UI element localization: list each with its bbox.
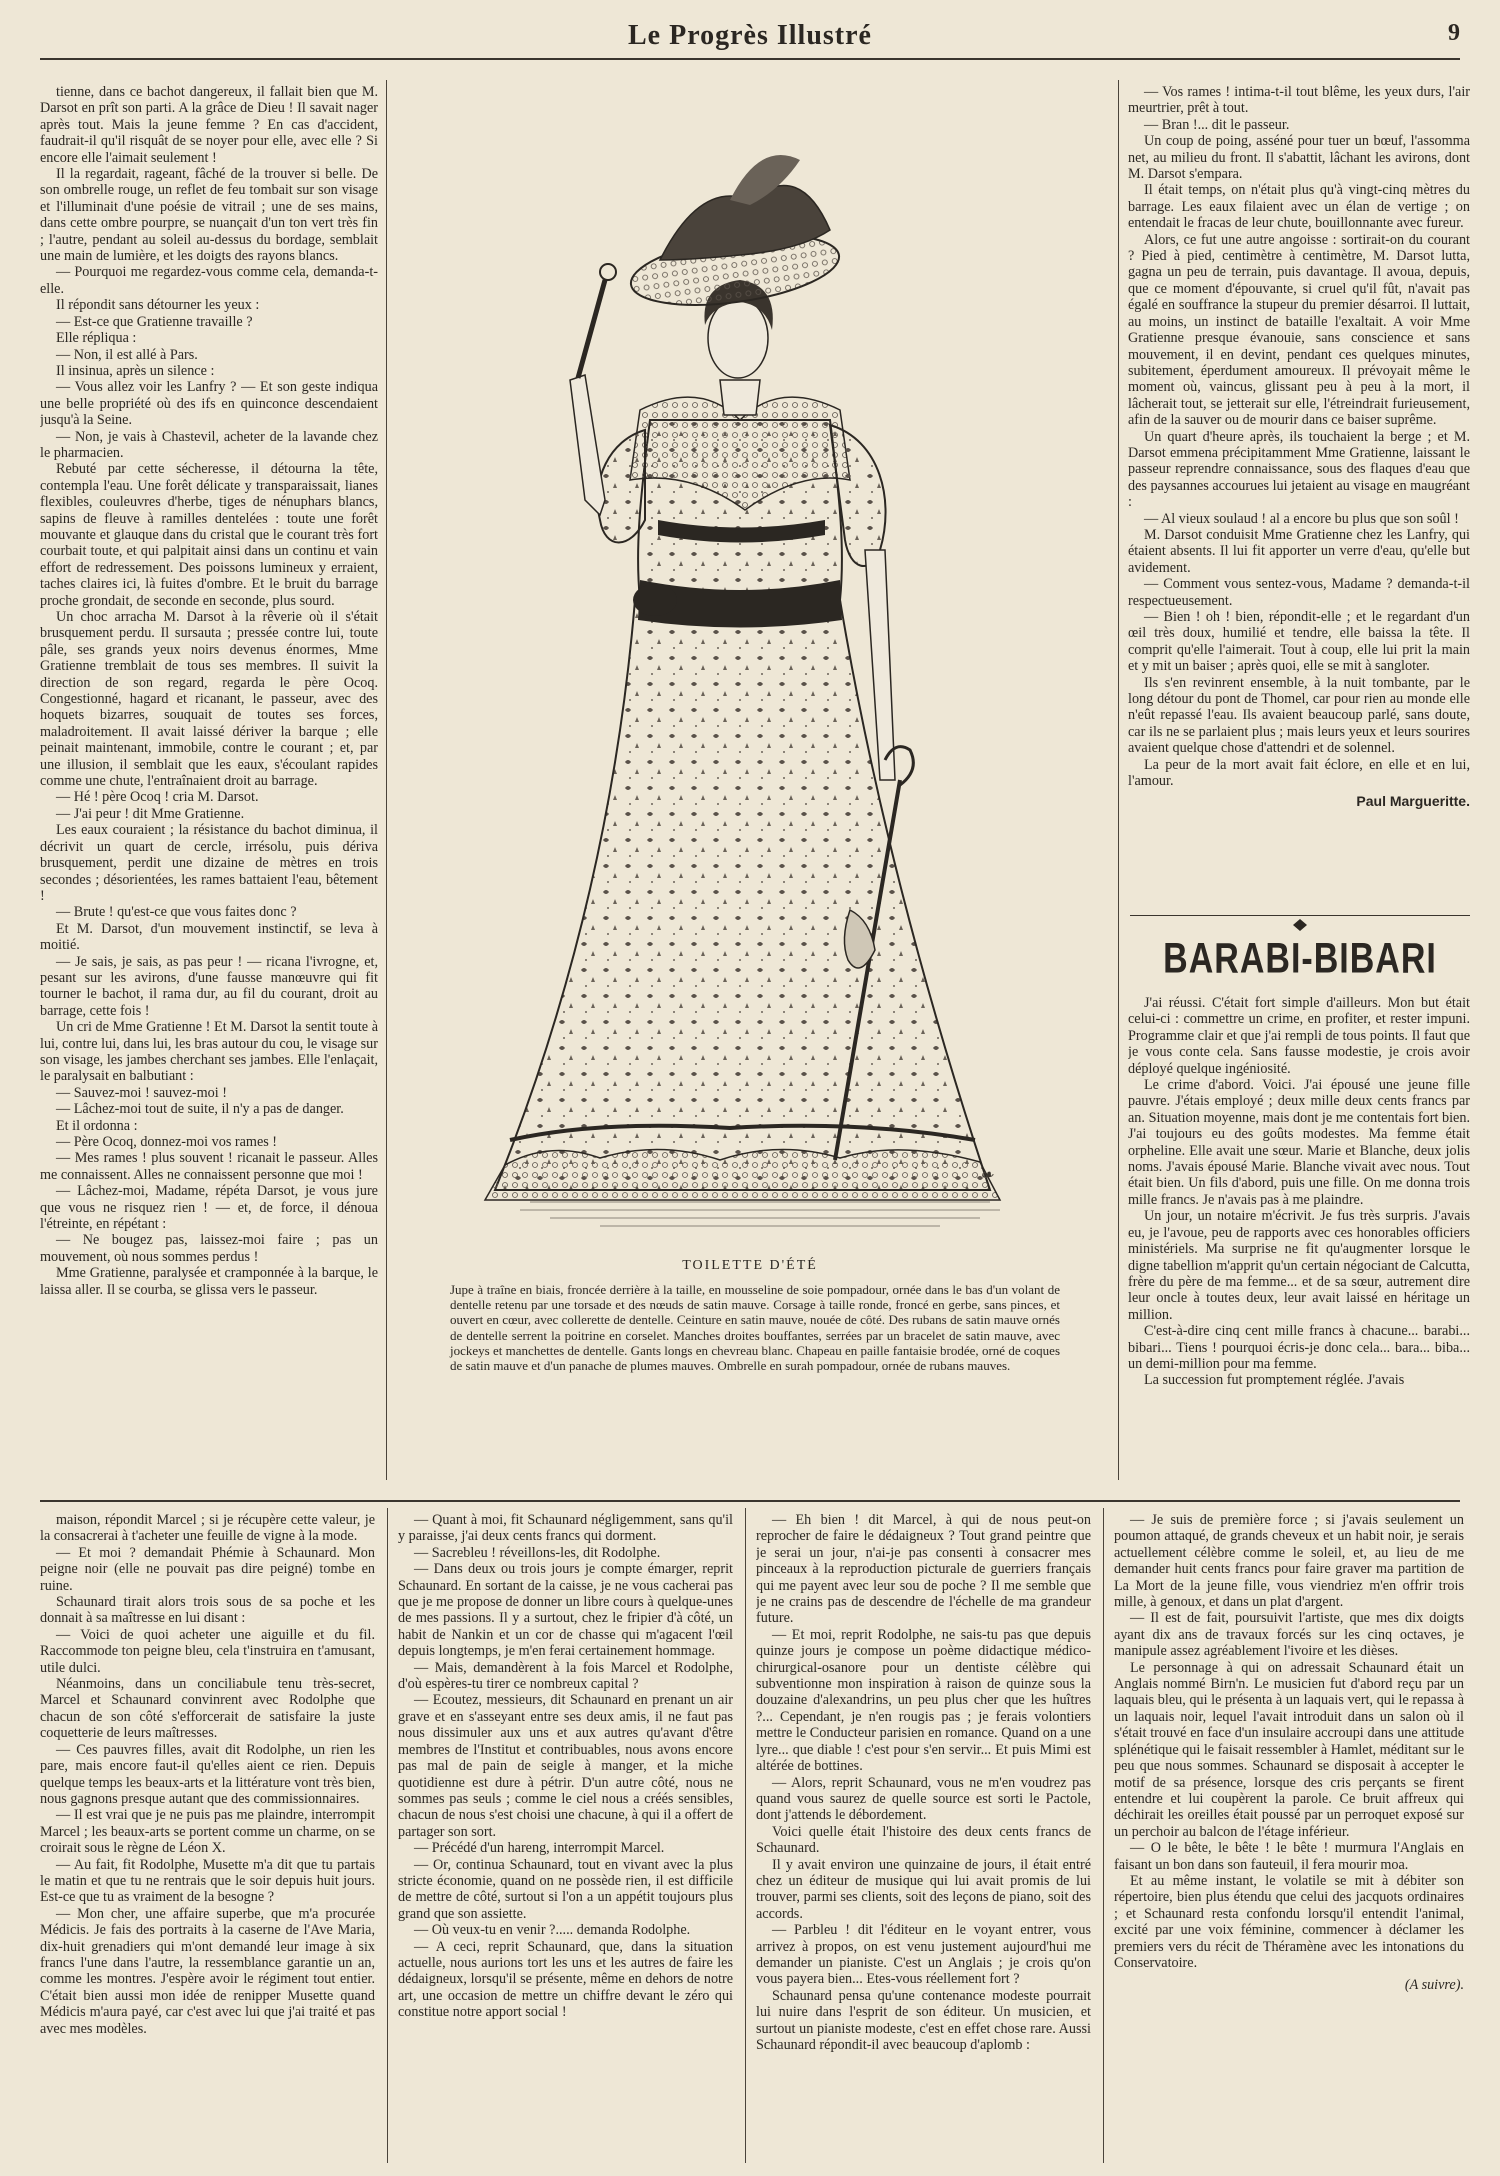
paragraph: — Mais, demandèrent à la fois Marcel et Rodolphe, d'où espères-tu tirer ce nombreux capital ?: [398, 1659, 733, 1693]
paragraph: — Sacrebleu ! réveillons-les, dit Rodolphe.: [414, 1544, 661, 1561]
paragraph: La peur de la mort avait fait éclore, en elle et en lui, l'amour.: [1128, 756, 1470, 790]
paragraph: — Il est de fait, poursuivit l'artiste, que mes dix doigts ayant dix ans de travaux forcés sur les cinq octaves, je manipule assez agréablement l'ivoire et les dièses.: [1114, 1610, 1464, 1660]
paragraph: — Est-ce que Gratienne travaille ?: [56, 313, 253, 330]
paragraph: — Comment vous sentez-vous, Madame ? demanda-t-il respectueusement.: [1128, 576, 1470, 609]
paragraph: Il répondit sans détourner les yeux :: [56, 297, 260, 314]
paragraph: Schaunard pensa qu'une contenance modeste pourrait lui nuire dans l'esprit de son éditeur. Un musicien, et surtout un pianiste modeste, c'est en effet chose rare. Aussi Schaunard répondit-il avec beaucoup d'aplomb :: [756, 1987, 1091, 2053]
paragraph: — Je sais, je sais, as pas peur ! — ricana l'ivrogne, et, pesant sur les avirons, d'une fausse manœuvre qui fit tourner le bachot, il rama dur, au fil du courant, droit au barrage, cette fois !: [40, 953, 378, 1019]
paragraph: — Mon cher, une affaire superbe, que m'a procurée Médicis. Je fais des portraits à la caserne de l'Ave Maria, dix-huit grenadiers qui m'ont demandé leur image à six francs l'une dans l'autre, la ressemblance garantie un an, comme les montres. J'espère avoir le régiment tout entier. C'était bien aussi mon idée de renipper Musette quand Médicis m'aura payé, car c'est avec lui que j'ai traité et pas avec mes modèles.: [40, 1905, 375, 2037]
paragraph: — Sauvez-moi ! sauvez-moi !: [56, 1084, 227, 1101]
paragraph: — Je suis de première force ; si j'avais seulement un poumon attaqué, de grands cheveux et un habit noir, je serais actuellement célèbre comme le soleil, et, au lieu de me demander huit cents francs pour faire graver ma partition de La Mort de la jeune fille, vous viendriez m'en offrir trois mille, à genoux, et dans un plat d'argent.: [1114, 1512, 1464, 1611]
paragraph: — Al vieux soulaud ! al a encore bu plus que son soûl !: [1144, 510, 1459, 527]
paragraph: — O le bête, le bête ! le bête ! murmura l'Anglais en faisant un bon dans son fauteuil, il fera mourir moa.: [1114, 1840, 1464, 1873]
column-rule: [745, 1508, 746, 2163]
paragraph: — Précédé d'un hareng, interrompit Marcel.: [414, 1840, 665, 1857]
caption-text: Jupe à traîne en biais, froncée derrière à la taille, en mousseline de soie pompadour, ornée dans le bas d'un volant de dentelle retenu par une torsade et des nœuds de satin mauve. Corsage à taille ronde, froncé en gerbe, sans pinces, et ouvert en cœur, avec collerette de dentelle. Ceinture en satin mauve, nouée de côté. Des rubans de satin mauve ornés de dentelle serrent la poitrine en corselet. Manches droites bouffantes, serrées par un bracelet de satin mauve, avec jockeys et manchettes de dentelle. Gants longs en chevreau blanc. Chapeau en paille fantaisie brodée, orné de coques de satin mauve et d'un panache de plumes mauves. Ombrelle en surah pompadour, ornée de rubans mauves.: [450, 1282, 1060, 1374]
paragraph: — Quant à moi, fit Schaunard négligemment, sans qu'il y paraisse, j'ai deux cents francs qui dorment.: [398, 1512, 733, 1545]
paragraph: — Dans deux ou trois jours je compte émarger, reprit Schaunard. En sortant de la caisse, je ne vous cacherai pas que je me propose de donner un libre cours à quelque-unes de mes passions. Il y a surtout, chez le fripier d'à côté, un habit de Nankin et un cor de chasse qui m'agacent l'œil depuis longtemps, je m'en ferai certainement hommage.: [398, 1561, 733, 1660]
page-number: 9: [1448, 20, 1460, 46]
paragraph: Ils s'en revinrent ensemble, à la nuit tombante, par le long détour du pont de Thomel, car pour rien au monde elle n'eût repassé l'eau. Ils avaient beaucoup parlé, sans doute, car ils ne se parlaient plus ; mais leurs yeux et leurs sourires avaient quelque chose d'attendri et de solennel.: [1128, 674, 1470, 757]
paragraph: — Père Ocoq, donnez-moi vos rames !: [56, 1134, 278, 1150]
paragraph: J'ai réussi. C'était fort simple d'ailleurs. Mon but était celui-ci : commettre un crime, en profiter, et rester impuni. Programme clair et que j'ai rempli de tous points. Il faut que je vous conte cela. Sans fausse modestie, je crois avoir déployé quelque ingéniosité.: [1128, 995, 1470, 1077]
feuilleton-column-1: [40, 1512, 375, 2162]
page-header: [40, 12, 1460, 60]
article-title: BARABI-BIBARI: [1163, 935, 1437, 983]
paragraph: Néanmoins, dans un conciliabule tenu très-secret, Marcel et Schaunard convinrent avec Rodolphe que chacun de son côté s'efforcerait de satisfaire la juste coquetterie de leurs maîtresses.: [40, 1676, 375, 1742]
paragraph: — Brute ! qu'est-ce que vous faites donc ?: [56, 904, 297, 921]
paragraph: — Ne bougez pas, laissez-moi faire ; pas un mouvement, où nous sommes perdus !: [40, 1232, 378, 1265]
paragraph: La succession fut promptement réglée. J'avais: [1144, 1372, 1405, 1389]
column-right-story: [1128, 84, 1470, 914]
paragraph: — Bran !... dit le passeur.: [1144, 116, 1290, 133]
paragraph: Alors, ce fut une autre angoisse : sortirait-on du courant ? Pied à pied, centimètre à centimètre, M. Darsot lutta, gagna un peu de terrain, puis davantage. Il avoua, depuis, que ce moment d'épouvante, si cruel qu'il fût, n'avait pas égalé en souffrance la stupeur du premier désarroi. Il luttait, au moins, un instinct de bataille l'exaltait. A voir Mme Gratienne presque évanouie, sans conscience et sans mouvement, il en devint, pendant ces quelques minutes, subitement, éperdument amoureux. Il prévoyait même le moment où, vaincus, glissant peu à peu à la mort, il lâcherait tout, se jetterait sur elle, l'étreindrait furieusement, afin de la sauver ou de mourir dans ce baiser suprême.: [1128, 231, 1470, 429]
section-divider: [40, 1500, 1460, 1502]
paragraph: Il était temps, on n'était plus qu'à vingt-cinq mètres du barrage. Les eaux filaient avec un élan de vertige ; on entendait le fracas de leur chute, bouillonnante avec fureur.: [1128, 182, 1470, 232]
paragraph: — Non, je vais à Chastevil, acheter de la lavande chez le pharmacien.: [40, 428, 378, 461]
paragraph: — Hé ! père Ocoq ! cria M. Darsot.: [56, 789, 259, 806]
paragraph: Les eaux couraient ; la résistance du bachot diminua, il décrivit un quart de cercle, irrésolu, puis dériva brusquement, perdit une dizaine de mètres en trois secondes ; désorientées, les rames battaient l'eau, bêtement !: [40, 822, 378, 904]
paragraph: — Or, continua Schaunard, tout en vivant avec la plus stricte économie, quand on ne possède rien, il est difficile de mettre de côté, surtout si l'on a un appétit toujours plus grand que son assiette.: [398, 1856, 733, 1922]
paragraph: Un quart d'heure après, ils touchaient la berge ; et M. Darsot emmena précipitamment Mme Gratienne, laissant le passeur reprendre connaissance, sous des flaques d'eau que des paysannes accourues lui jetaient au visage en maugréant :: [1128, 428, 1470, 511]
paragraph: Un jour, un notaire m'écrivit. Je fus très surpris. J'avais eu, je l'avoue, peu de rapports avec ces honorables officiers ministériels. Ma surprise ne fit qu'augmenter lorsque le digne tabellion m'apprit qu'un certain négociant de Calcutta, frère du père de ma femme... et de sa sœur, autrement dire leur oncle à toutes deux, leur avait laissé en héritage un million.: [1128, 1208, 1470, 1323]
svg-text:❧: ❧: [980, 1167, 994, 1184]
paragraph: tienne, dans ce bachot dangereux, il fallait bien que M. Darsot en prît son parti. A la grâce de Dieu ! Il savait nager après tout. Mais la jeune femme ? En cas d'accident, faudrait-il qu'il risquât de se noyer pour elle, avec elle ? Si encore elle l'aimait seulement !: [40, 84, 378, 166]
paragraph: Elle répliqua :: [56, 330, 137, 347]
caption-title: TOILETTE D'ÉTÉ: [682, 1258, 818, 1273]
paragraph: Et au même instant, le volatile se mit à débiter son répertoire, bien plus étendu que celui des jacquots ordinaires ; et Schaunard resta confondu lorsqu'il entendit l'animal, excité par une voix féminine, commencer à déclamer les premiers vers du récit de Théramène avec les intonations du Conservatoire.: [1114, 1872, 1464, 1971]
paragraph: Un coup de poing, asséné pour tuer un bœuf, l'assomma net, au milieu du front. Il s'abattit, lâchant les avirons, dont M. Darsot s'empara.: [1128, 133, 1470, 183]
paragraph: M. Darsot conduisit Mme Gratienne chez les Lanfry, qui étaient absents. Il lui fit apporter un verre d'eau, qu'elle but avidement.: [1128, 526, 1470, 576]
paragraph: — Lâchez-moi, Madame, répéta Darsot, je vous jure que vous ne risquez rien ! — et, de force, il dénoua l'étreinte, en répétant :: [40, 1183, 378, 1233]
divider: [1130, 915, 1470, 916]
to-be-continued: (A suivre).: [1404, 1977, 1464, 1994]
paragraph: Il insinua, après un silence :: [56, 362, 215, 379]
paragraph: — Lâchez-moi tout de suite, il n'y a pas de danger.: [56, 1101, 344, 1118]
feuilleton-column-4: [1114, 1512, 1464, 2162]
article-barabi: [1128, 995, 1470, 1479]
paragraph: — Vos rames ! intima-t-il tout blême, les yeux durs, l'air meurtrier, prêt à tout.: [1128, 84, 1470, 117]
paragraph: Il la regardait, rageant, fâché de la trouver si belle. De son ombrelle rouge, un reflet de feu tombait sur son visage et l'illuminait d'une poésie de vitrail ; une de ses mains, dans cette ombre pourpre, se nuançait d'un ton vert très fin ; l'autre, pendant au soleil au-dessus du bordage, semblait une main de lumière, et les doigts des rayons blancs.: [40, 166, 378, 265]
woman-in-summer-dress-illustration: [400, 80, 1100, 1255]
paragraph: — Mes rames ! plus souvent ! ricanait le passeur. Alles me connaissent. Alles ne connaissent personne que moi !: [40, 1150, 378, 1183]
paragraph: Mme Gratienne, paralysée et cramponnée à la barque, le laissa aller. Il se courba, se glissa vers le passeur.: [40, 1265, 378, 1298]
paragraph: Et il ordonna :: [56, 1117, 138, 1134]
paragraph: — Pourquoi me regardez-vous comme cela, demanda-t-elle.: [40, 264, 378, 297]
feuilleton-column-3: [756, 1512, 1091, 2162]
paragraph: — Ces pauvres filles, avait dit Rodolphe, un rien les pare, mais encore faut-il qu'elles aient ce rien. Depuis quelque temps les beaux-arts et la littérature vont très bien, nous gagnons presque autant que des commissionnaires.: [40, 1741, 375, 1807]
paragraph: — Où veux-tu en venir ?..... demanda Rodolphe.: [414, 1922, 691, 1939]
paragraph: Un choc arracha M. Darsot à la rêverie où il s'était brusquement perdu. Il sursauta ; pressée contre lui, toute pâle, ses grands yeux noirs devenus énormes, Mme Gratienne tremblait de tous ses membres. Il suivit la direction de son regard, regarda le père Ocoq. Congestionné, hagard et ricanant, le passeur, avec des hoquets bizarres, souquait de toutes ses forces, maladroitement. Il avait laissé dériver la barque ; elle peinait maintenant, immobile, contre le courant ; et, par une illusion, il semblait que les eaux, s'écoulant rapides comme une chute, l'entraînaient droit au barrage.: [40, 609, 378, 790]
paragraph: C'est-à-dire cinq cent mille francs à chacune... barabi... bibari... Tiens ! pourquoi écris-je donc cela... bara... biba... un demi-million pour ma femme.: [1128, 1323, 1470, 1372]
paragraph: Rebuté par cette sécheresse, il détourna la tête, contempla l'eau. Une forêt délicate y transparaissait, lianes flexibles, couleuvres d'herbe, tiges de nénuphars blancs, sapins de fleuve à ramilles dentelées : toute une forêt mouvante et glauque dans du cristal que le courant très fort courbait toute, et qui palpitait ainsi dans un continu et vain effort de redressement. Des poissons lumineux y erraient, taches claires ici, là fuites d'ombre. Et le bruit du barrage proche grondait, de seconde en seconde, plus sourd.: [40, 461, 378, 609]
paragraph: — Et moi, reprit Rodolphe, ne sais-tu pas que depuis quinze jours je compose un poème didactique médico-chirurgical-osanore pour un dentiste célèbre qui subventionne mon inspiration à raison de quinze sous la douzaine d'alexandrins, un peu plus cher que les huîtres ?... Cependant, je n'en rougis pas ; je ferais volontiers mettre le Conducteur parisien en romance. Quand on a une lyre... que diable ! c'est pour s'en servir... Et puis Mimi est altérée de bottines.: [756, 1626, 1091, 1775]
paragraph: Voici quelle était l'histoire des deux cents francs de Schaunard.: [756, 1823, 1091, 1857]
paragraph: Schaunard tirait alors trois sous de sa poche et les donnait à sa maîtresse en lui disant :: [40, 1594, 375, 1627]
feuilleton-column-2: [398, 1512, 733, 2162]
masthead: Le Progrès Illustré: [628, 20, 872, 51]
paragraph: — Voici de quoi acheter une aiguille et du fil. Raccommode ton peigne bleu, cela t'instruira en t'amusant, utile dulci.: [40, 1626, 375, 1676]
paragraph: — J'ai peur ! dit Mme Gratienne.: [56, 805, 245, 822]
paragraph: Il y avait environ une quinzaine de jours, il était entré chez un éditeur de musique qui lui avait promis de lui trouver, parmi ses clients, soit des leçons de piano, soit des accords.: [756, 1856, 1091, 1922]
column-rule: [1118, 80, 1119, 1480]
paragraph: — Et moi ? demandait Phémie à Schaunard. Mon peigne noir (elle ne pouvait pas dire peigné) tombe en ruine.: [40, 1544, 375, 1594]
paragraph: Un cri de Mme Gratienne ! Et M. Darsot la sentit toute à lui, contre lui, dans lui, les bras autour du cou, le visage sur son visage, les jambes cherchant ses jambes. Elle l'enlaçait, le paralysait en balbutiant :: [40, 1019, 378, 1085]
paragraph: — Parbleu ! dit l'éditeur en le voyant entrer, vous arrivez à propos, on est venu justement aujourd'hui me demander un pianiste. C'est un Anglais ; je crois qu'on vous payera bien... Etes-vous réellement fort ?: [756, 1922, 1091, 1988]
paragraph: Et M. Darsot, d'un mouvement instinctif, se leva à moitié.: [40, 920, 378, 954]
column-left: [40, 84, 378, 1479]
paragraph: — Eh bien ! dit Marcel, à qui de nous peut-on reprocher de faire le dédaigneux ? Tout grand peintre que je serai un jour, n'ai-je pas consenti à consacrer mes pinceaux à la reproduction picturale de guerriers français qui me payent avec leur sou de poche ? Il me semble que je ne crains pas de descendre de l'échelle de ma grandeur future.: [756, 1512, 1091, 1627]
paragraph: — Vous allez voir les Lanfry ? — Et son geste indiqua une belle propriété où des ifs en quinconce descendaient jusqu'à la Seine.: [40, 379, 378, 429]
column-rule: [1103, 1508, 1104, 2163]
paragraph: — A ceci, reprit Schaunard, que, dans la situation actuelle, nous aurions tort les uns et les autres de faire les dédaigneux, lorsqu'il se présente, même en dehors de notre art, une occasion de mettre un chiffre devant le zéro qui constitue notre apport social !: [398, 1938, 733, 2021]
author-signature: Paul Margueritte.: [1356, 793, 1470, 810]
paragraph: — Bien ! oh ! bien, répondit-elle ; et le regardant d'un œil très doux, humilié et tendre, elle baissa la tête. Il comprit qu'elle l'aimerait. Tout à coup, elle lui prit la main et y mit un baiser ; après quoi, elle se mit à sangloter.: [1128, 609, 1470, 675]
paragraph: Le personnage à qui on adressait Schaunard était un Anglais nommé Birn'n. Le musicien fut d'abord reçu par un laquais bleu, qui le présenta à un laquais vert, qui le repassa à un laquais noir, lequel l'avait introduit dans un salon où il s'était trouvé en face d'un insulaire accroupi dans une attitude splénétique qui le faisait ressembler à Hamlet, méditant sur le peu que nous sommes. Schaunard se disposait à accepter le motif de sa présence, lorsque des cris perçants se firent entendre et lui coupèrent la parole. Ce bruit affreux qui déchirait les oreilles était poussé par un perroquet exposé sur un perchoir au balcon de l'étage inférieur.: [1114, 1659, 1464, 1840]
column-rule: [387, 1508, 388, 2163]
paragraph: — Alors, reprit Schaunard, vous ne m'en voudrez pas quand vous saurez de quelle source est sorti le Pactole, dont j'attends le débordement.: [756, 1774, 1091, 1824]
ornament-icon: [1130, 918, 1470, 932]
paragraph: maison, répondit Marcel ; si je récupère cette valeur, je la consacrerai à t'acheter une feuille de vigne à la mode.: [40, 1512, 375, 1545]
paragraph: Le crime d'abord. Voici. J'ai épousé une jeune fille pauvre. J'étais employé ; deux mille deux cents francs par an. Situation moyenne, mais dont je me contentais fort bien. J'ai toujours eu des goûts modestes. Ma femme était orpheline. Elle avait une sœur. Marie et Blanche, deux jolis noms. J'avais épousé Marie. Blanche vivait avec nous. Tout était bien. Un fils d'abord, puis une fille. On me donna trois mille francs. Je n'avais pas à me plaindre.: [1128, 1077, 1470, 1208]
paragraph: — Ecoutez, messieurs, dit Schaunard en prenant un air grave et en s'asseyant entre ses deux amis, il ne faut pas nous dissimuler aux uns et aux autres qu'avant d'être membres de l'Institut et contribuables, nous avons encore pas mal de pain de seigle à manger, et la miche quotidienne est dure à pétrir. D'un autre côté, nous ne sommes pas seuls ; comme le ciel nous a créés sensibles, chacun de nous s'est choisi une chacune, à qui il a offert de partager son sort.: [398, 1692, 733, 1840]
column-rule: [386, 80, 387, 1480]
paragraph: — Au fait, fit Rodolphe, Musette m'a dit que tu partais le matin et que tu ne rentrais que le soir depuis huit jours. Est-ce que tu as vraiment de la besogne ?: [40, 1856, 375, 1906]
fashion-illustration: [400, 80, 1100, 1255]
paragraph: — Non, il est allé à Pars.: [56, 346, 198, 363]
paragraph: — Il est vrai que je ne puis pas me plaindre, interrompit Marcel ; les beaux-arts se portent comme un charme, on se croirait sous le règne de Léon X.: [40, 1807, 375, 1857]
